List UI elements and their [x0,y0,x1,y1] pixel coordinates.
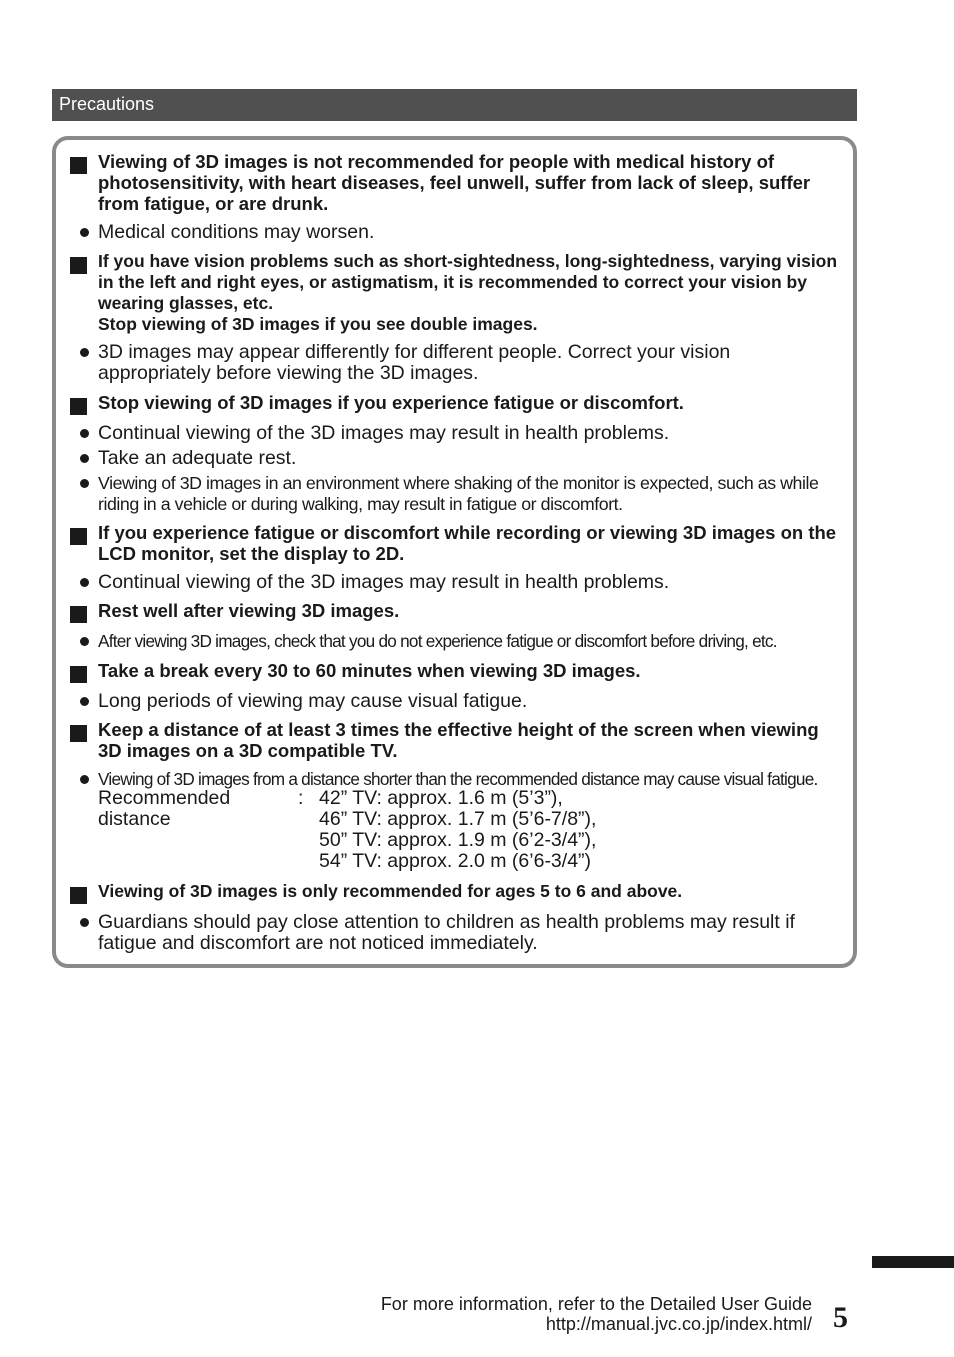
round-bullet-icon [80,454,89,463]
distance-values [319,788,596,872]
square-bullet-icon [70,887,87,904]
round-bullet-icon [80,578,89,587]
page-number: 5 [833,1301,848,1334]
square-bullet-icon [70,666,87,683]
precaution-heading: If you have vision problems such as short-sightedness, long-sightedness, varying vision in the left and right eyes, or astigmatism, it is recommended to correct your vision by wearing glasses, etc. [70,251,847,314]
precaution-note: Medical conditions may worsen. [80,222,847,243]
precaution-note: 3D images may appear differently for different people. Correct your vision appropriately before viewing the 3D images. [80,342,847,384]
distance-label: Recommended distance [98,787,231,830]
precaution-heading: Viewing of 3D images is not recommended for people with medical history of photosensitivity, with heart diseases, feel unwell, suffer from lack of sleep, suffer from fatigue, or are drunk. [70,151,847,214]
round-bullet-icon [80,348,89,357]
footer-line: For more information, refer to the Detailed User Guide [380,1294,812,1314]
square-bullet-icon [70,606,87,623]
round-bullet-icon [80,918,89,927]
precaution-heading: Viewing of 3D images is only recommended for ages 5 to 6 and above. [70,881,847,902]
round-bullet-icon [80,479,89,488]
precaution-note: Continual viewing of the 3D images may result in health problems. [80,572,847,593]
round-bullet-icon [80,697,89,706]
footer-url: http://manual.jvc.co.jp/index.html/ [545,1314,812,1334]
square-bullet-icon [70,528,87,545]
round-bullet-icon [80,775,89,784]
round-bullet-icon [80,637,89,646]
precaution-note: Viewing of 3D images from a distance shorter than the recommended distance may cause visual fatigue. [80,769,847,790]
precaution-note: Continual viewing of the 3D images may result in health problems. [80,423,847,444]
precaution-heading: Keep a distance of at least 3 times the effective height of the screen when viewing 3D images on a 3D compatible TV. [70,719,847,761]
distance-value: 50” TV: approx. 1.9 m (6’2-3/4”), [319,829,597,851]
section-header: Precautions [52,89,857,121]
precaution-note: Long periods of viewing may cause visual fatigue. [80,691,847,712]
precautions-box [52,136,857,968]
precaution-note: Viewing of 3D images in an environment where shaking of the monitor is expected, such as while riding in a vehicle or during walking, may result in fatigue or discomfort. [80,473,847,515]
precaution-heading: Take a break every 30 to 60 minutes when viewing 3D images. [70,660,847,681]
round-bullet-icon [80,228,89,237]
distance-separator: : [298,787,304,809]
distance-value: 42” TV: approx. 1.6 m (5’3”), [319,787,563,809]
square-bullet-icon [70,257,87,274]
distance-value: 54” TV: approx. 2.0 m (6’6-3/4”) [319,850,592,872]
distance-value: 46” TV: approx. 1.7 m (5’6-7/8”), [319,808,597,830]
precaution-heading-continued: Stop viewing of 3D images if you see double images. [98,314,538,334]
precaution-heading: If you experience fatigue or discomfort while recording or viewing 3D images on the LCD monitor, set the display to 2D. [70,522,847,564]
square-bullet-icon [70,157,87,174]
square-bullet-icon [70,725,87,742]
precaution-heading: Rest well after viewing 3D images. [70,600,847,621]
precaution-note: After viewing 3D images, check that you do not experience fatigue or discomfort before driving, etc. [80,631,847,652]
square-bullet-icon [70,398,87,415]
footer-reference [381,1294,812,1334]
precaution-note: Guardians should pay close attention to children as health problems may result if fatigue and discomfort are not noticed immediately. [80,912,847,954]
page-edge-tab [872,1256,954,1268]
precaution-heading: Stop viewing of 3D images if you experience fatigue or discomfort. [70,392,847,413]
precaution-note: Take an adequate rest. [80,448,847,469]
round-bullet-icon [80,429,89,438]
